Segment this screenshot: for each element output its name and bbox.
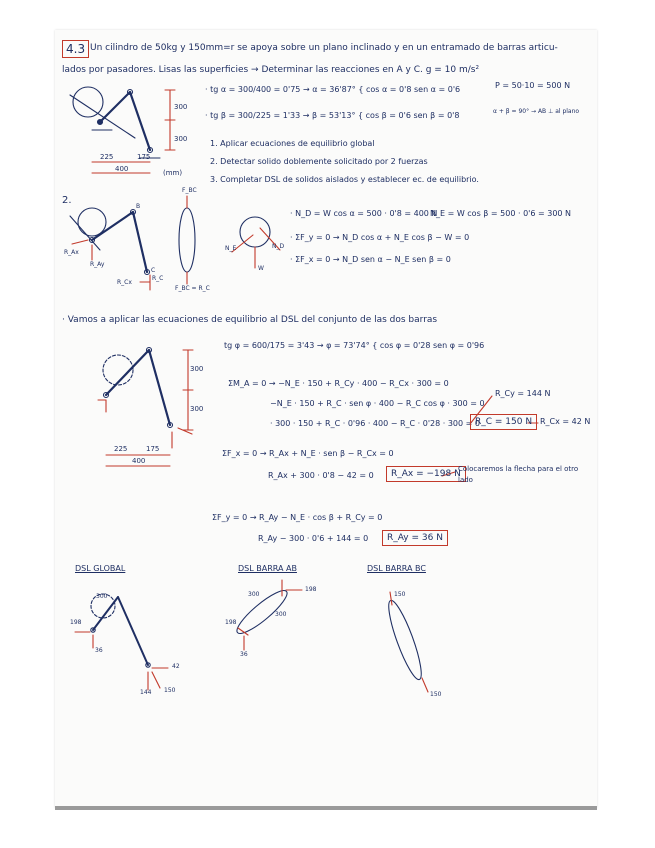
eq-tg-beta: · tg β = 300/225 = 1'33 → β = 53'13° { cos β = 0'6 sen β = 0'8 <box>205 111 460 120</box>
fig1-dim-300-top: 300 <box>174 103 188 111</box>
eq-sma-2: −N_E · 150 + R_C · sen φ · 400 − R_C cos φ · 300 = 0 <box>270 399 485 408</box>
dsl-ab-36: 36 <box>240 651 248 658</box>
eq-weight: P = 50·10 = 500 N <box>495 81 571 90</box>
eq-sfx-2: R_Ax + 300 · 0'8 − 42 = 0 <box>268 471 374 480</box>
bar-bc-fig1 <box>130 92 150 150</box>
label-rcx: R_Cx <box>117 279 132 286</box>
fig1-dim-400: 400 <box>115 165 129 173</box>
problem-number: 4.3 <box>62 40 89 58</box>
answer-rc: R_C = 150 N <box>470 414 537 430</box>
dsl-global-42: 42 <box>172 663 180 670</box>
s3-dim-175: 175 <box>146 445 160 453</box>
eq-sfx: ΣF_x = 0 → R_Ax + N_E · sen β − R_Cx = 0 <box>222 449 394 458</box>
cylinder-fig1 <box>73 87 103 117</box>
label-rax: R_Ax <box>64 249 79 256</box>
dsl-bc-150-top: 150 <box>394 591 406 598</box>
dsl-global-300: 300 <box>96 593 108 600</box>
answer-ray: R_Ay = 36 N <box>382 530 448 546</box>
dsl-bc-title: DSL BARRA BC <box>367 564 426 573</box>
eq-alpha-beta: α + β = 90° → AB ⊥ al plano <box>493 108 580 115</box>
eq-sma: ΣM_A = 0 → −N_E · 150 + R_Cy · 400 − R_Cx · 300 = 0 <box>228 379 449 388</box>
fig1-dim-175: 175 <box>137 153 151 161</box>
answer-rcx: R_Cx = 42 N <box>540 417 591 426</box>
label-nd: N_D <box>272 243 285 250</box>
s3-dim-400: 400 <box>132 457 146 465</box>
label-c: C <box>151 267 156 274</box>
dsl-global-198: 198 <box>70 619 82 626</box>
dsl-global-144: 144 <box>140 689 152 696</box>
bar-ab-fig1 <box>100 92 130 122</box>
dsl-ab-198-left: 198 <box>225 619 237 626</box>
dsl-bc-150-bottom: 150 <box>430 691 442 698</box>
dsl-global-150: 150 <box>164 687 176 694</box>
label-b: B <box>136 203 141 210</box>
problem-statement-line1: Un cilindro de 50kg y 150mm=r se apoya sobre un plano inclinado y en un entramado de barras articu- <box>90 43 558 53</box>
eq-sfy: ΣF_y = 0 → R_Ay − N_E · cos β + R_Cy = 0 <box>212 513 383 522</box>
fig1-dim-300-bottom: 300 <box>174 135 188 143</box>
fig1-dim-225: 225 <box>100 153 114 161</box>
eq-sfy-2: R_Ay − 300 · 0'6 + 144 = 0 <box>258 534 369 543</box>
s3-dim-300b: 300 <box>190 405 204 413</box>
label-rc: R_C <box>152 275 164 282</box>
dsl-ab-300: 300 <box>248 591 260 598</box>
dsl-ab-198-top: 198 <box>305 586 317 593</box>
label-fbc-rc: F_BC = R_C <box>175 285 210 292</box>
dsl-global-36: 36 <box>95 647 103 654</box>
section2-number: 2. <box>62 195 72 206</box>
dsl-global-title: DSL GLOBAL <box>75 564 126 573</box>
s3-dim-300a: 300 <box>190 365 204 373</box>
eq-sfy-cylinder: · ΣF_y = 0 → N_D cos α + N_E cos β − W = 0 <box>290 233 470 242</box>
answer-rcy: R_Cy = 144 N <box>495 389 551 398</box>
s3-dim-225: 225 <box>114 445 128 453</box>
page-bottom-edge <box>55 806 597 810</box>
eq-sfx-cylinder: · ΣF_x = 0 → N_D sen α − N_E sen β = 0 <box>290 255 451 264</box>
dsl-ab-title: DSL BARRA AB <box>238 564 297 573</box>
fig1-unit: (mm) <box>163 169 183 177</box>
note-arrow-direction: Colocaremos la flecha para el otro lado <box>458 465 579 484</box>
label-ne: N_E <box>225 245 237 252</box>
eq-tg-phi: tg φ = 600/175 = 3'43 → φ = 73'74° { cos φ = 0'28 sen φ = 0'96 <box>224 341 485 350</box>
label-ray: R_Ay <box>90 261 105 268</box>
eq-tg-alpha: · tg α = 300/400 = 0'75 → α = 36'87° { cos α = 0'8 sen α = 0'6 <box>205 85 461 94</box>
eq-nd: · N_D = W cos α = 500 · 0'8 = 400 N <box>290 209 438 218</box>
answer-rax: R_Ax = −198 N <box>386 466 466 482</box>
eq-sma-3: · 300 · 150 + R_C · 0'96 · 400 − R_C · 0'28 · 300 = 0 <box>270 419 480 428</box>
label-fbc: F_BC <box>182 187 197 194</box>
step-1: 1. Aplicar ecuaciones de equilibrio global <box>210 139 375 148</box>
dsl-ab-300-normal: 300 <box>275 611 287 618</box>
step-2: 2. Detectar solido doblemente solicitado por 2 fuerzas <box>210 157 428 166</box>
eq-ne: N_E = W cos β = 500 · 0'6 = 300 N <box>430 209 572 218</box>
section3-intro: · Vamos a aplicar las ecuaciones de equilibrio al DSL del conjunto de las dos barras <box>62 315 438 325</box>
problem-statement-line2: lados por pasadores. Lisas las superficies → Determinar las reacciones en A y C. g = 10 m/s² <box>62 65 480 75</box>
label-w: W <box>258 265 264 272</box>
step-3: 3. Completar DSL de solidos aislados y establecer ec. de equilibrio. <box>210 175 479 184</box>
